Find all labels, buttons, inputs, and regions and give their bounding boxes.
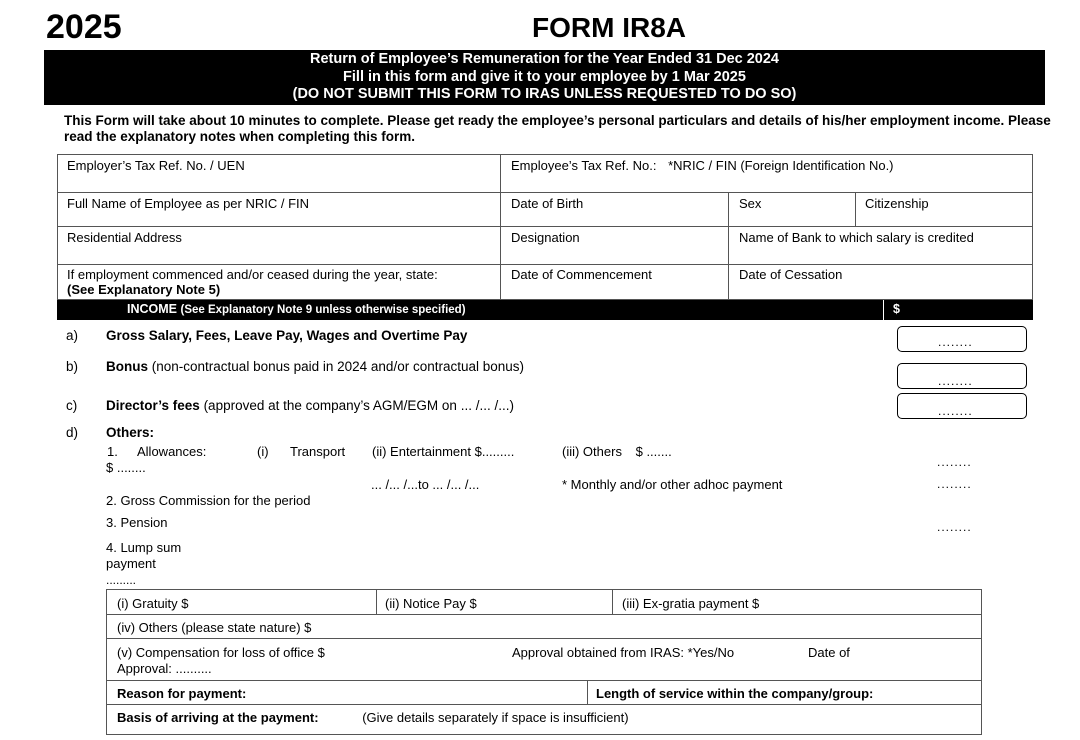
form-year: 2025 <box>46 8 122 46</box>
basis-note: (Give details separately if space is insufficient) <box>362 710 629 725</box>
divider <box>58 192 1032 193</box>
lump-sum-line-1: 4. Lump sum <box>106 540 182 555</box>
transport-amount-field[interactable]: $ ........ <box>106 460 146 475</box>
divider <box>855 192 856 226</box>
divider <box>58 264 1032 265</box>
reason-field[interactable]: Reason for payment: <box>117 686 247 701</box>
employee-tax-ref-label: Employee’s Tax Ref. No.: <box>511 158 657 173</box>
entertainment-field[interactable] <box>372 444 514 459</box>
amount-dots: ........ <box>938 335 973 349</box>
other-allowance-label: (iii) Others <box>562 444 622 459</box>
length-service-field[interactable]: Length of service within the company/group: <box>596 686 874 701</box>
date-cessation-field[interactable]: Date of Cessation <box>739 267 843 282</box>
gross-salary-label: Gross Salary, Fees, Leave Pay, Wages and Overtime Pay <box>106 328 468 343</box>
basis-field[interactable] <box>117 710 629 725</box>
form-banner <box>44 50 1045 105</box>
banner-line-1: Return of Employee’s Remuneration for the Year Ended 31 Dec 2024 <box>310 51 779 67</box>
compensation-field[interactable] <box>117 645 325 677</box>
form-title: FORM IR8A <box>532 12 686 43</box>
employee-tax-ref-hint: *NRIC / FIN (Foreign Identification No.) <box>668 158 894 173</box>
others-label: Others: <box>106 425 155 440</box>
commission-period-date[interactable]: ... /... /...to ... /... /... <box>371 477 480 492</box>
divider <box>587 680 588 704</box>
lump-sum-table <box>106 589 982 735</box>
other-allowance-dollar: $ <box>635 444 643 459</box>
divider <box>107 680 981 681</box>
pension-label: 3. Pension <box>106 515 168 530</box>
sex-field[interactable]: Sex <box>739 196 762 211</box>
divider <box>107 614 981 615</box>
bonus-label-bold: Bonus <box>106 359 148 374</box>
income-title-text: INCOME <box>127 302 177 316</box>
bonus-amount-field[interactable] <box>897 363 1027 389</box>
lump-sum-dots: ......... <box>106 573 137 587</box>
intro-text: This Form will take about 10 minutes to complete. Please get ready the employee’s personal particulars and details of his/her employment income. Please read the explanatory notes when completing this form. <box>64 113 1051 144</box>
bar-divider <box>883 300 884 320</box>
banner-line-3: (DO NOT SUBMIT THIS FORM TO IRAS UNLESS REQUESTED TO DO SO) <box>292 86 797 102</box>
iras-approval-field[interactable]: Approval obtained from IRAS: *Yes/No <box>512 645 735 660</box>
directors-fees-amount-field[interactable] <box>897 393 1027 419</box>
divider <box>612 590 613 614</box>
allowances-amount[interactable]: ........ <box>937 455 972 469</box>
other-allowance-dots: ....... <box>646 444 672 459</box>
employment-note-text: If employment commenced and/or ceased during the year, state: <box>67 267 438 282</box>
employment-note-ref: (See Explanatory Note 5) <box>67 282 221 297</box>
transport-label: Transport <box>290 444 346 459</box>
divider <box>107 704 981 705</box>
other-nature-field[interactable]: (iv) Others (please state nature) $ <box>117 620 312 635</box>
gratuity-field[interactable]: (i) Gratuity $ <box>117 596 189 611</box>
allowances-label: Allowances: <box>137 444 207 459</box>
date-commencement-field[interactable]: Date of Commencement <box>511 267 652 282</box>
transport-roman: (i) <box>257 444 269 459</box>
item-d-letter: d) <box>66 425 79 440</box>
other-allowance-field[interactable] <box>562 444 672 459</box>
approval-date-field[interactable]: Approval: .......... <box>117 661 212 676</box>
allowances-number: 1. <box>107 444 118 459</box>
income-title <box>127 302 466 316</box>
gross-salary-amount-field[interactable] <box>897 326 1027 352</box>
income-header-bar <box>57 300 1033 320</box>
amount-dots: ........ <box>938 374 973 388</box>
directors-fees-label <box>106 398 514 413</box>
entertainment-dots: ......... <box>481 444 515 459</box>
date-of-birth-field[interactable]: Date of Birth <box>511 196 584 211</box>
commission-amount[interactable]: ........ <box>937 477 972 491</box>
divider <box>58 226 1032 227</box>
amount-dots: ........ <box>938 404 973 418</box>
date-of-label: Date of <box>808 645 850 660</box>
currency-label: $ <box>893 302 900 316</box>
employee-tax-ref-field[interactable] <box>511 158 894 173</box>
lump-sum-line-2: payment <box>106 556 156 571</box>
ex-gratia-field[interactable]: (iii) Ex-gratia payment $ <box>622 596 760 611</box>
divider <box>500 155 501 299</box>
agm-date-field[interactable]: ... /... /...) <box>460 398 514 413</box>
employer-tax-ref-field[interactable]: Employer’s Tax Ref. No. / UEN <box>67 158 245 173</box>
bonus-label-rest: (non-contractual bonus paid in 2024 and/or contractual bonus) <box>151 359 525 374</box>
full-name-field[interactable]: Full Name of Employee as per NRIC / FIN <box>67 196 310 211</box>
lump-sum-label <box>106 540 181 588</box>
divider <box>376 590 377 614</box>
particulars-grid <box>57 154 1033 300</box>
divider <box>728 192 729 299</box>
directors-fees-bold: Director’s fees <box>106 398 200 413</box>
item-a-letter: a) <box>66 328 79 343</box>
item-c-letter: c) <box>66 398 78 413</box>
basis-label: Basis of arriving at the payment: <box>117 710 319 725</box>
citizenship-field[interactable]: Citizenship <box>865 196 929 211</box>
income-note: (See Explanatory Note 9 unless otherwise specified) <box>180 304 466 316</box>
notice-pay-field[interactable]: (ii) Notice Pay $ <box>385 596 477 611</box>
banner-line-2: Fill in this form and give it to your employee by 1 Mar 2025 <box>343 68 746 85</box>
employment-period-note <box>67 267 438 297</box>
divider <box>107 638 981 639</box>
pension-amount[interactable]: ........ <box>937 520 972 534</box>
entertainment-label: (ii) Entertainment $ <box>372 444 482 459</box>
gross-commission-label: 2. Gross Commission for the period <box>106 493 311 508</box>
adhoc-payment-note: * Monthly and/or other adhoc payment <box>562 477 783 492</box>
item-b-letter: b) <box>66 359 79 374</box>
residential-address-field[interactable]: Residential Address <box>67 230 182 245</box>
compensation-label: (v) Compensation for loss of office $ <box>117 645 325 660</box>
bonus-label <box>106 359 524 374</box>
bank-name-field[interactable]: Name of Bank to which salary is credited <box>739 230 974 245</box>
designation-field[interactable]: Designation <box>511 230 580 245</box>
directors-fees-rest: (approved at the company’s AGM/EGM on <box>203 398 457 413</box>
